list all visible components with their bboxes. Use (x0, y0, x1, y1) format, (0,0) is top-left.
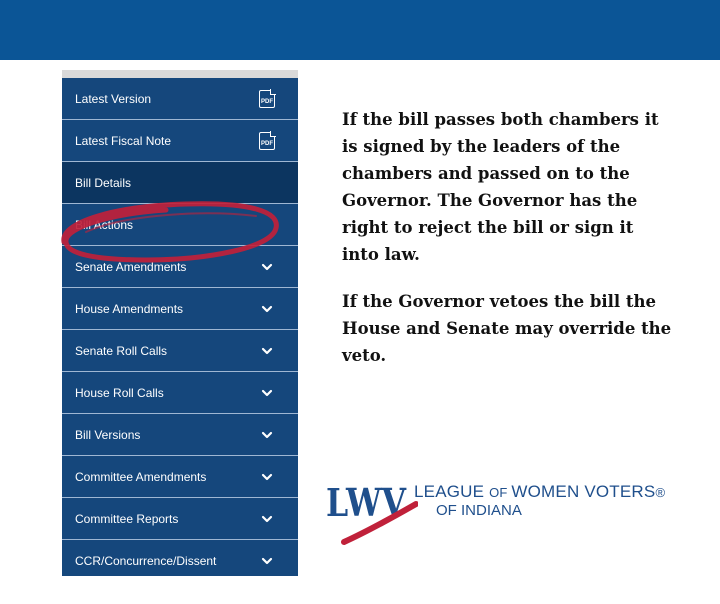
menu-item-committee-amendments[interactable] (62, 456, 298, 498)
menu-item-label: Senate Amendments (75, 259, 187, 274)
chevron-down-icon[interactable] (260, 386, 274, 400)
menu-item-label: Committee Reports (75, 511, 179, 526)
lwv-logo-mark (326, 480, 418, 546)
chevron-down-icon[interactable] (260, 344, 274, 358)
lwv-letters: LWV (326, 480, 408, 525)
menu-item-senate-roll-calls[interactable] (62, 330, 298, 372)
lwv-indiana-logo (326, 480, 666, 550)
pdf-icon[interactable]: PDF (259, 90, 275, 108)
menu-item-house-roll-calls[interactable] (62, 372, 298, 414)
menu-item-label: Senate Roll Calls (75, 343, 168, 358)
explanation-paragraph: If the bill passes both chambers it is signed by the leaders of the chambers and passed on to the Governor. The Governor has the right to reject the bill or sign it into law. (342, 110, 659, 264)
menu-item-latest-fiscal-note[interactable] (62, 120, 298, 162)
chevron-down-icon[interactable] (260, 428, 274, 442)
menu-item-label: House Roll Calls (75, 385, 164, 400)
logo-word: WOMEN VOTERS (511, 482, 656, 501)
menu-item-committee-reports[interactable] (62, 498, 298, 540)
menu-item-house-amendments[interactable] (62, 288, 298, 330)
menu-item-label: Committee Amendments (75, 469, 207, 484)
menu-item-label: Bill Actions (75, 217, 134, 232)
menu-item-latest-version[interactable] (62, 78, 298, 120)
menu-item-label: Bill Details (75, 175, 132, 190)
logo-word: LEAGUE (414, 482, 490, 501)
menu-item-bill-versions[interactable] (62, 414, 298, 456)
pdf-icon[interactable]: PDF (259, 132, 275, 150)
logo-word: OF (489, 485, 512, 500)
menu-item-label: Latest Version (75, 91, 152, 106)
menu-item-label: House Amendments (75, 301, 184, 316)
chevron-down-icon[interactable] (260, 260, 274, 274)
menu-item-label: CCR/Concurrence/Dissent (75, 553, 217, 568)
explanation-paragraph: If the Governor vetoes the bill the House and Senate may override the veto. (342, 292, 672, 365)
registered-mark: ® (655, 485, 666, 500)
logo-line-2: OF INDIANA (436, 502, 522, 519)
chevron-down-icon[interactable] (260, 302, 274, 316)
logo-wordmark (414, 483, 665, 520)
explanation-text (342, 106, 672, 389)
chevron-down-icon[interactable] (260, 554, 274, 568)
menu-item-senate-amendments[interactable] (62, 246, 298, 288)
bill-menu (62, 70, 298, 576)
menu-item-bill-details[interactable] (62, 162, 298, 204)
menu-item-label: Bill Versions (75, 427, 141, 442)
menu-item-bill-actions[interactable] (62, 204, 298, 246)
chevron-down-icon[interactable] (260, 512, 274, 526)
chevron-down-icon[interactable] (260, 470, 274, 484)
header-banner (0, 0, 720, 60)
menu-item-label: Latest Fiscal Note (75, 133, 172, 148)
logo-line-1 (414, 483, 665, 502)
menu-item-ccr-concurrence-dissent[interactable] (62, 540, 298, 576)
